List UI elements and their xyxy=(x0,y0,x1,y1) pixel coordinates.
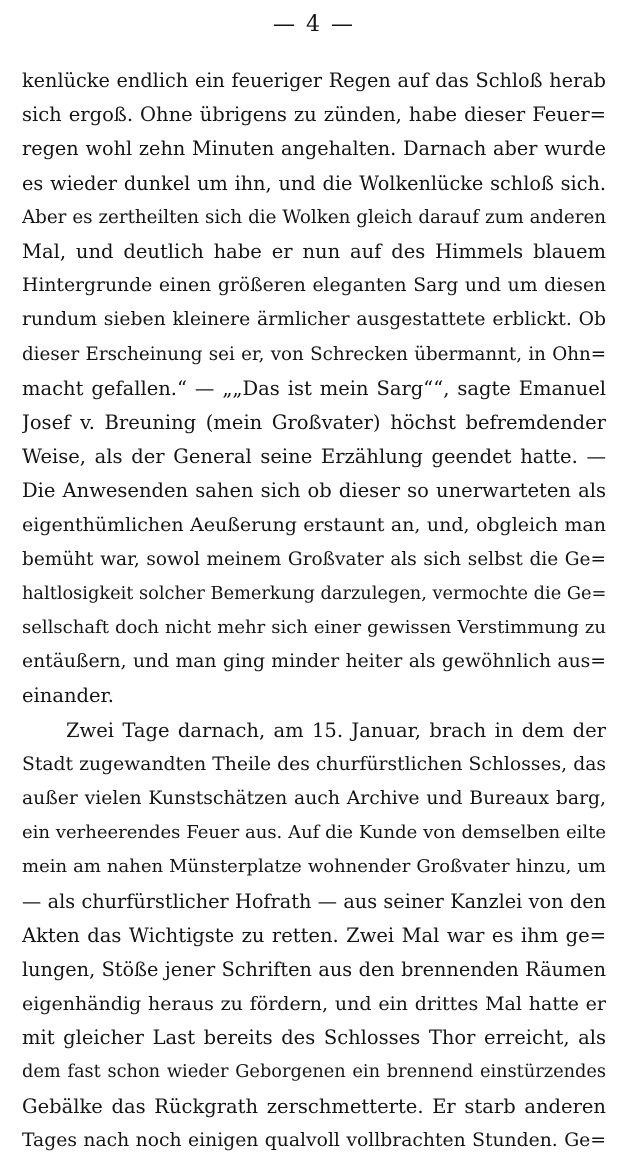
text-line: entäußern, und man ging minder heiter als gewöhnlich aus= xyxy=(22,651,606,673)
text-line: macht gefallen.“ — „„Das ist mein Sarg““, sagte Emanuel xyxy=(22,376,606,400)
text-line: einander. xyxy=(22,684,114,708)
text-line: rundum sieben kleinere ärmlicher ausgestattete erblickt. Ob xyxy=(22,309,606,331)
text-line: außer vielen Kunstschätzen auch Archive und Bureaux barg, xyxy=(22,787,606,809)
text-line: — als churfürstlicher Hofrath — aus seiner Kanzlei von den xyxy=(22,889,606,913)
text-line: kenlücke endlich ein feueriger Regen auf das Schloß herab xyxy=(22,69,606,92)
text-line: Zwei Tage darnach, am 15. Januar, brach in dem der xyxy=(66,718,606,742)
text-line: Akten das Wichtigste zu retten. Zwei Mal war es ihm ge= xyxy=(22,923,606,947)
text-line: mein am nahen Münsterplatze wohnender Großvater hinzu, um xyxy=(22,856,606,878)
page-number: — 4 — xyxy=(273,12,355,37)
text-line: eigenthümlichen Aeußerung erstaunt an, und, obgleich man xyxy=(22,514,606,537)
text-line: mit gleicher Last bereits des Schlosses Thor erreicht, als xyxy=(22,1026,606,1050)
text-line: lungen, Stöße jener Schriften aus den brennenden Räumen xyxy=(22,957,606,981)
text-line: dieser Erscheinung sei er, von Schrecken übermannt, in Ohn= xyxy=(22,343,606,365)
text-line: bemüht war, sowol meinem Großvater als sich selbst die Ge= xyxy=(22,548,606,570)
text-line: Aber es zertheilten sich die Wolken gleich darauf zum anderen xyxy=(22,206,606,228)
body-text xyxy=(22,64,606,1158)
text-line: Mal, und deutlich habe er nun auf des Himmels blauem xyxy=(22,239,606,263)
text-line: Gebälke das Rückgrath zerschmetterte. Er starb anderen xyxy=(22,1094,606,1118)
text-line: eigenhändig heraus zu fördern, und ein drittes Mal hatte er xyxy=(22,993,606,1016)
text-line: sellschaft doch nicht mehr sich einer gewissen Verstimmung zu xyxy=(22,617,606,638)
text-line: dem fast schon wieder Geborgenen ein brennend einstürzendes xyxy=(22,1062,606,1083)
text-line: regen wohl zehn Minuten angehalten. Darnach aber wurde xyxy=(22,137,606,161)
text-line: ein verheerendes Feuer aus. Auf die Kunde von demselben eilte xyxy=(22,822,606,844)
text-line: haltlosigkeit solcher Bemerkung darzulegen, vermochte die Ge= xyxy=(22,583,606,604)
text-line: Josef v. Breuning (mein Großvater) höchst befremdender xyxy=(22,410,606,434)
text-line: sich ergoß. Ohne übrigens zu zünden, habe dieser Feuer= xyxy=(22,103,606,127)
text-line: Stadt zugewandten Theile des churfürstlichen Schlosses, das xyxy=(22,753,606,775)
text-line: Tages nach noch einigen qualvoll vollbrachten Stunden. Ge= xyxy=(22,1129,606,1151)
text-line: es wieder dunkel um ihn, und die Wolkenlücke schloß sich. xyxy=(22,171,606,195)
text-line: Weise, als der General seine Erzählung geendet hatte. — xyxy=(22,445,606,469)
text-line: Hintergrunde einen größeren eleganten Sarg und um diesen xyxy=(22,275,606,297)
text-line: Die Anwesenden sahen sich ob dieser so unerwarteten als xyxy=(22,479,606,503)
